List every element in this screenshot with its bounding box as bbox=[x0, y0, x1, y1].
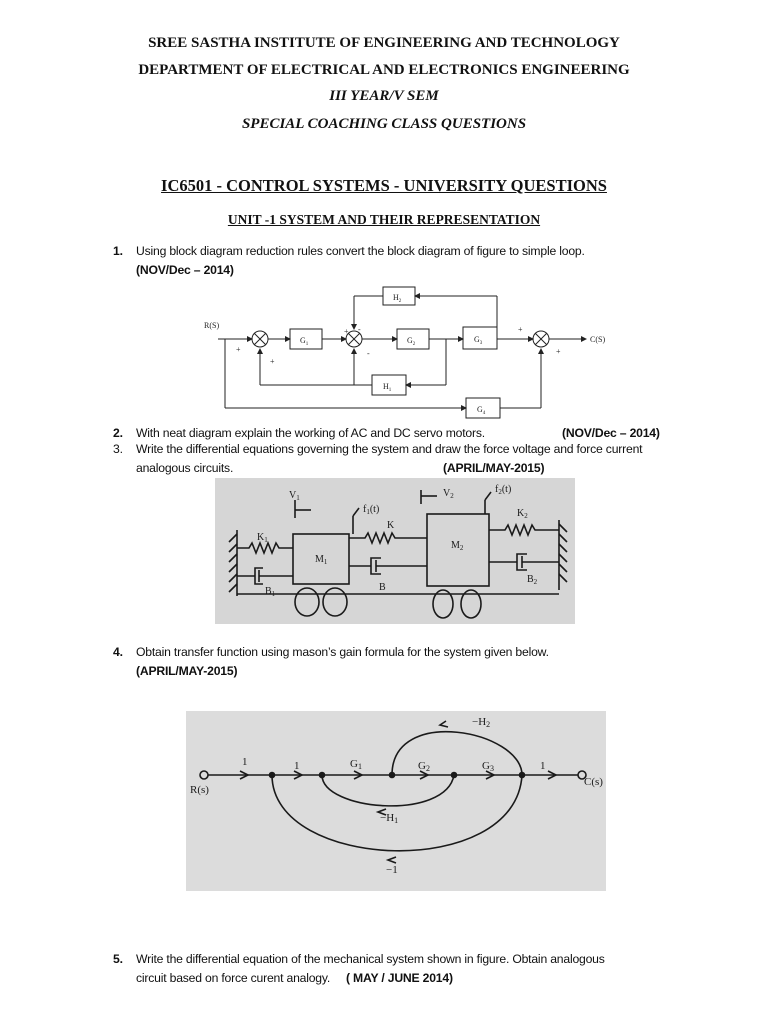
v1-label: $V_1$ bbox=[289, 490, 300, 502]
g2-label: $G_2$ bbox=[407, 336, 416, 347]
sfg-minus-one-label: −1 bbox=[386, 864, 398, 876]
v2-label: $V_2$ bbox=[443, 488, 454, 500]
sign-minus: - bbox=[358, 325, 361, 334]
signal-flow-graph-figure bbox=[186, 711, 606, 891]
sfg-gain-1: 1 bbox=[242, 756, 248, 768]
g1-label: $G_1$ bbox=[300, 336, 309, 347]
question-3-text-line2: analogous circuits. bbox=[136, 461, 234, 475]
question-2-number: 2. bbox=[113, 426, 123, 440]
m1-label: $M_1$ bbox=[315, 554, 328, 566]
f1-label: $f_1(t)$ bbox=[363, 504, 380, 516]
question-3-number: 3. bbox=[113, 442, 123, 456]
h2-label: $H_2$ bbox=[393, 293, 402, 304]
g4-label: $G_4$ bbox=[477, 405, 486, 416]
input-label: R(S) bbox=[204, 321, 220, 330]
question-1-number: 1. bbox=[113, 244, 123, 258]
sfg-input-label: R(s) bbox=[190, 784, 209, 796]
department-name: DEPARTMENT OF ELECTRICAL AND ELECTRONICS ENGINEERING bbox=[138, 62, 630, 78]
question-3-citation: (APRIL/MAY-2015) bbox=[443, 461, 545, 475]
question-5-text: Write the differential equation of the mechanical system shown in figure. Obtain analogous bbox=[136, 952, 605, 966]
m2-label: $M_2$ bbox=[451, 540, 464, 552]
unit-heading: UNIT -1 SYSTEM AND THEIR REPRESENTATION bbox=[227, 212, 541, 227]
question-2-citation: (NOV/Dec – 2014) bbox=[562, 426, 660, 440]
question-5-text-line2: circuit based on force curent analogy. bbox=[136, 971, 331, 985]
question-4-text: Obtain transfer function using mason’s gain formula for the system given below. bbox=[136, 645, 549, 659]
class-title: SPECIAL COACHING CLASS QUESTIONS bbox=[241, 116, 527, 132]
block-diagram-figure bbox=[200, 280, 620, 420]
sfg-g2-label: G2 bbox=[418, 760, 430, 773]
question-5-number: 5. bbox=[113, 952, 123, 966]
sfg-h1-label: −H1 bbox=[380, 812, 399, 825]
question-4-number: 4. bbox=[113, 645, 123, 659]
k1-label: $K_1$ bbox=[257, 532, 268, 544]
h1-label: $H_1$ bbox=[383, 382, 392, 393]
f2-label: $f_2(t)$ bbox=[495, 484, 512, 496]
sfg-output-label: C(s) bbox=[584, 776, 603, 788]
k2-label: $K_2$ bbox=[517, 508, 528, 520]
sign-minus: - bbox=[367, 349, 370, 358]
sign-plus: + bbox=[556, 347, 561, 356]
question-2-text: With neat diagram explain the working of AC and DC servo motors. bbox=[136, 426, 485, 440]
institute-name: SREE SASTHA INSTITUTE OF ENGINEERING AND TECHNOLOGY bbox=[148, 35, 620, 51]
question-4-citation: (APRIL/MAY-2015) bbox=[136, 664, 238, 678]
question-1-citation: (NOV/Dec – 2014) bbox=[136, 263, 234, 277]
k-label: K bbox=[387, 520, 395, 531]
output-label: C(S) bbox=[590, 335, 606, 344]
b1-label: $B_1$ bbox=[265, 586, 276, 598]
sign-plus: + bbox=[236, 345, 241, 354]
sfg-g3-label: G3 bbox=[482, 760, 494, 773]
question-5-citation: ( MAY / JUNE 2014) bbox=[346, 971, 453, 985]
year-semester: III YEAR/V SEM bbox=[329, 88, 439, 104]
sfg-gain-1: 1 bbox=[294, 760, 300, 772]
sign-plus: + bbox=[270, 357, 275, 366]
mechanical-system-figure bbox=[215, 478, 575, 624]
sign-plus: + bbox=[518, 325, 523, 334]
page-title: IC6501 - CONTROL SYSTEMS - UNIVERSITY QUESTIONS bbox=[161, 176, 607, 195]
sign-plus: + bbox=[344, 327, 349, 336]
sfg-g1-label: G1 bbox=[350, 758, 362, 771]
question-1-text: Using block diagram reduction rules convert the block diagram of figure to simple loop. bbox=[136, 244, 585, 258]
b2-label: $B_2$ bbox=[527, 574, 538, 586]
sfg-h2-label: −H2 bbox=[472, 716, 491, 729]
sfg-gain-1: 1 bbox=[540, 760, 546, 772]
question-3-text: Write the differential equations governing the system and draw the force voltage and force current bbox=[136, 442, 643, 456]
b-label: B bbox=[379, 582, 386, 593]
g3-label: $G_3$ bbox=[474, 335, 483, 346]
